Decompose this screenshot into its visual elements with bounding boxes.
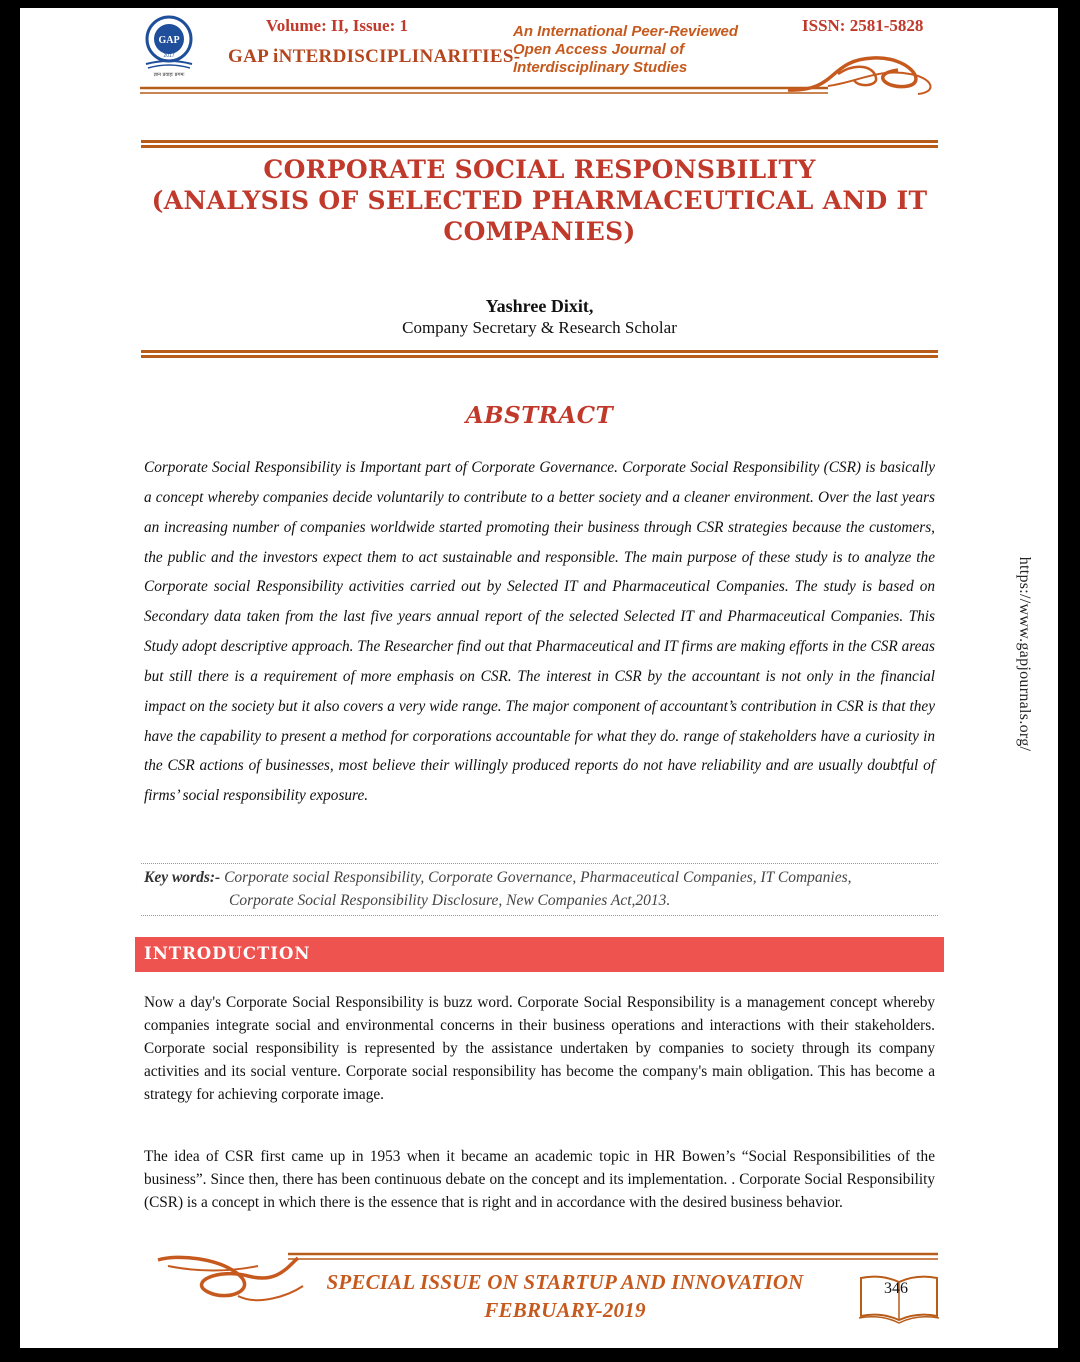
keywords-label: Key words:- <box>144 869 221 886</box>
introduction-heading: INTRODUCTION <box>144 944 311 963</box>
journal-page <box>20 8 1058 1348</box>
footer-special-issue: SPECIAL ISSUE ON STARTUP AND INNOVATION <box>326 1270 804 1294</box>
paper-title <box>141 154 938 247</box>
page-number: 346 <box>884 1280 908 1297</box>
title-line: COMPANIES) <box>443 217 636 246</box>
logo-motto: ज्ञान प्रवाहः प्रगमः <box>153 72 185 78</box>
intro-paragraph: The idea of CSR first came up in 1953 when it became an academic topic in HR Bowen’s “Social Responsibilities of the business”. Since then, there has been continuous debate on the concept and its implementation. . Corporate Social Responsibility (CSR) is a concept in which there is the essence that is right and in accordance with the desired business behavior. <box>144 1148 935 1211</box>
header-ornament-icon <box>138 52 938 102</box>
keywords-rule-top <box>141 863 938 864</box>
author-name: Yashree Dixit, <box>485 296 594 316</box>
logo-year: 2017 <box>163 53 175 59</box>
open-book-icon <box>857 1270 941 1326</box>
keywords-line: Corporate social Responsibility, Corporate Governance, Pharmaceutical Companies, IT Companies, <box>224 869 852 886</box>
logo-text: GAP <box>158 35 180 46</box>
keywords <box>144 866 935 912</box>
abstract-text: Corporate Social Responsibility is Important part of Corporate Governance. Corporate Social Responsibility (CSR) is basically a concept whereby companies decide voluntarily to contribute to a better society and a cleaner environment. Over the last years an increasing number of companies worldwide started promoting their business through CSR strategies because the customers, the public and the investors expect them to act sustainable and responsible. The main purpose of these study is to analyze the Corporate social Responsibility activities carried out by Selected IT and Pharmaceutical Companies. The study is based on Secondary data taken from the last five years annual report of the selected Selected IT and Pharmaceutical Companies. This Study adopt descriptive approach. The Researcher find out that Pharmaceutical and IT firms are making efforts in the CSR areas but still there is a requirement of more emphasis on CSR. The interest in CSR by the accountant is not only in the financial impact on the society but it also covers a very wide range. The major component of accountant’s contribution in CSR is that they have the capability to present a method for corporations accountable for what they do. range of stakeholders have a curiosity in the CSR actions of businesses, most believe their willingly produced reports do not have reliability and are usually doubtful of firms’ social responsibility exposure. <box>144 459 935 805</box>
tagline-line: Open Access Journal of <box>513 41 685 58</box>
title-line: CORPORATE SOCIAL RESPONSBILITY <box>263 155 816 184</box>
title-rule-bottom <box>141 350 938 359</box>
issn: ISSN: 2581-5828 <box>802 16 924 35</box>
journal-name: GAP iNTERDISCIPLINARITIES- <box>228 46 521 67</box>
volume-issue: Volume: II, Issue: 1 <box>266 16 409 35</box>
title-rule-top <box>141 140 938 149</box>
keywords-rule-bottom <box>141 915 938 916</box>
author-role: Company Secretary & Research Scholar <box>402 318 677 337</box>
tagline-line: An International Peer-Reviewed <box>513 23 739 40</box>
journal-url[interactable]: https://www.gapjournals.org/ <box>1016 556 1033 752</box>
title-line: (ANALYSIS OF SELECTED PHARMACEUTICAL AND IT <box>151 186 928 215</box>
intro-paragraph: Now a day's Corporate Social Responsibility is buzz word. Corporate Social Responsibility is a management concept whereby companies integrate social and environmental concerns in their business operations and interactions with their stakeholders. Corporate social responsibility is represented by the assistance undertaken by companies to society through its company activities and its social venture. Corporate social responsibility has become the company's main obligation. This has become a strategy for achieving corporate image. <box>144 994 935 1103</box>
tagline-line: Interdisciplinary Studies <box>513 59 688 76</box>
introduction-bar <box>135 937 944 972</box>
footer-date: FEBRUARY-2019 <box>484 1298 646 1322</box>
keywords-line: Corporate Social Responsibility Disclosure, New Companies Act,2013. <box>229 892 671 909</box>
abstract-heading: ABSTRACT <box>465 402 614 429</box>
